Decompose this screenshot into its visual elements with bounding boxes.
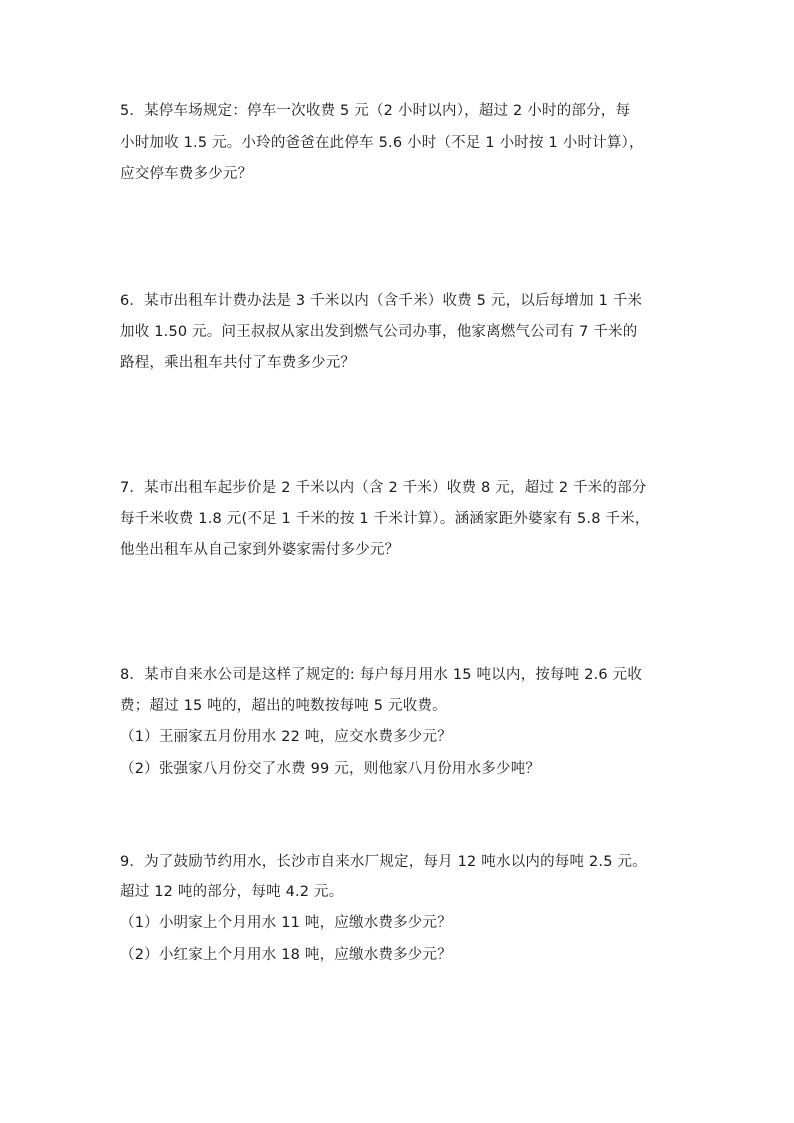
problem-8-line-2: 费；超过 15 吨的，超出的吨数按每吨 5 元收费。 <box>120 698 447 714</box>
problem-9-line-2: 超过 12 吨的部分，每吨 4.2 元。 <box>120 884 344 900</box>
problem-6-line-1: 6．某市出租车计费办法是 3 千米以内（含千米）收费 5 元，以后每增加 1 千米 <box>120 293 643 309</box>
problem-5-line-1: 5．某停车场规定：停车一次收费 5 元（2 小时以内），超过 2 小时的部分，每 <box>120 103 631 119</box>
problem-6-line-2: 加收 1.50 元。问王叔叔从家出发到燃气公司办事，他家离燃气公司有 7 千米的 <box>120 324 638 340</box>
problem-5-line-3: 应交停车费多少元？ <box>120 166 253 182</box>
problem-8-line-1: 8．某市自来水公司是这样了规定的: 每户每月用水 15 吨以内，按每吨 2.6 元收 <box>120 667 643 683</box>
problem-6-line-3: 路程，乘出租车共付了车费多少元？ <box>120 355 356 371</box>
problem-9-subquestion-2: （2）小红家上个月用水 18 吨，应缴水费多少元？ <box>120 947 452 963</box>
problem-7-line-1: 7．某市出租车起步价是 2 千米以内（含 2 千米）收费 8 元，超过 2 千米的部分 <box>120 480 647 496</box>
problem-8-subquestion-1: （1）王丽家五月份用水 22 吨，应交水费多少元？ <box>120 729 452 745</box>
problem-8-subquestion-2: （2）张强家八月份交了水费 99 元，则他家八月份用水多少吨？ <box>120 761 541 777</box>
problem-7-line-2: 每千米收费 1.8 元(不足 1 千米的按 1 千米计算）。涵涵家距外婆家有 5.8 千米， <box>120 511 650 527</box>
problem-5-line-2: 小时加收 1.5 元。小玲的爸爸在此停车 5.6 小时（不足 1 小时按 1 小时计算）， <box>120 135 644 151</box>
problem-9-subquestion-1: （1）小明家上个月用水 11 吨，应缴水费多少元？ <box>120 915 452 931</box>
problem-9-line-1: 9．为了鼓励节约用水，长沙市自来水厂规定，每月 12 吨水以内的每吨 2.5 元。 <box>120 854 647 870</box>
problem-7-line-3: 他坐出租车从自己家到外婆家需付多少元？ <box>120 542 400 558</box>
